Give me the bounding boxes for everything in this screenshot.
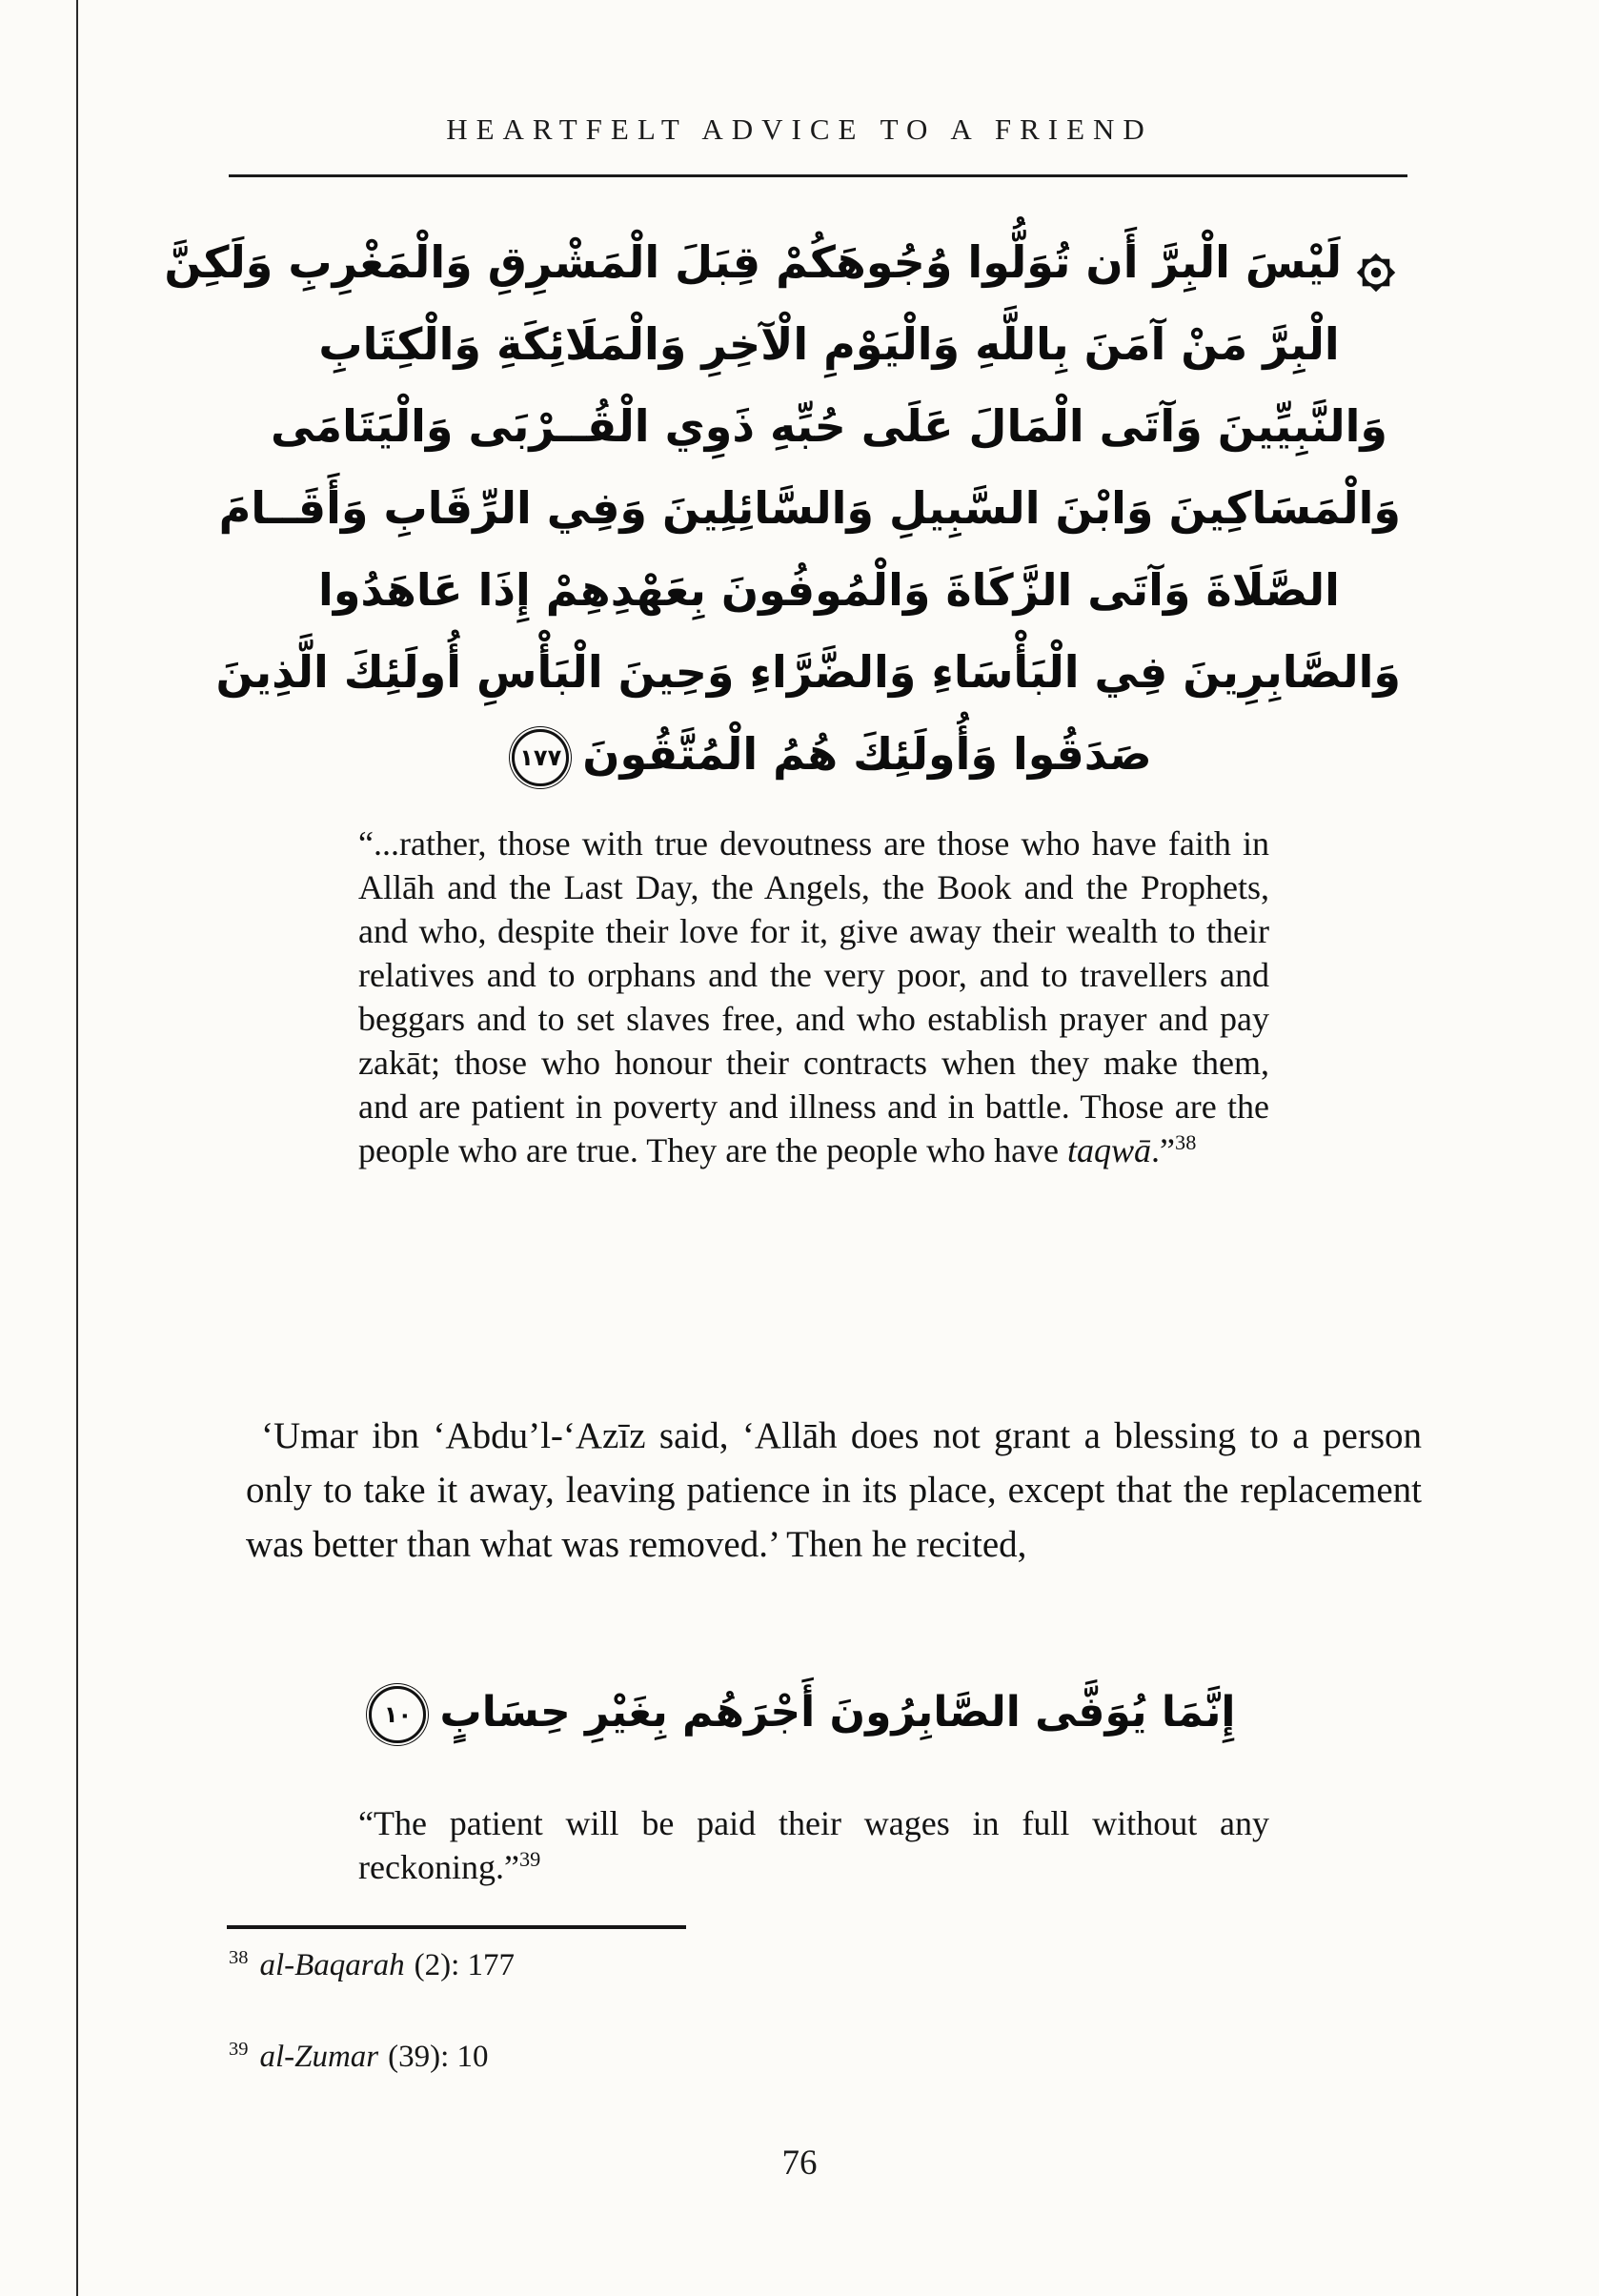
ayah-number-medallion: ١٧٧ [512, 729, 569, 786]
verse-line: وَالنَّبِيِّينَ وَآتَى الْمَالَ عَلَى حُبِّهِ ذَوِي الْقُــرْبَى وَالْيَتَامَى [271, 400, 1387, 452]
verse-line: صَدَقُوا وَأُولَئِكَ هُمُ الْمُتَّقُونَ١٧٧ [257, 713, 1401, 795]
footnote-source: al-Baqarah [259, 1948, 405, 1982]
ayah-number-medallion: ١٠ [369, 1686, 426, 1743]
verse-line: الْبِرَّ مَنْ آمَنَ بِاللَّهِ وَالْيَوْمِ الْآخِرِ وَالْمَلَائِكَةِ وَالْكِتَابِ [318, 318, 1340, 370]
running-header: HEARTFELT ADVICE TO A FRIEND [446, 112, 1153, 146]
footnote-number: 38 [229, 1947, 249, 1968]
translation-quote-baqarah [358, 822, 1269, 1172]
footnote-citation: (39): 10 [388, 2040, 489, 2074]
quote-text: “...rather, those with true devoutness are those who have faith in Allāh and the Last Day, the Angels, the Book and the Prophets, and who, despite their love for it, give away their wealth to their relatives and to orphans and the very poor, and to travellers and beggars and to set slaves free, and who establish prayer and pay zakāt; those who honour their contracts when they make them, and are patient in poverty and illness and in battle. Those are the people who are true. They are the people who have [358, 824, 1269, 1169]
footnote-39 [229, 2040, 489, 2075]
verse-line: إِنَّمَا يُوَفَّى الصَّابِرُونَ أَجْرَهُم بِغَيْرِ حِسَابٍ١٠ [0, 1660, 1599, 1765]
verse-line: وَالصَّابِرِينَ فِي الْبَأْسَاءِ وَالضَّرَّاءِ وَحِينَ الْبَأْسِ أُولَئِكَ الَّذِينَ [215, 646, 1401, 698]
quran-verse-39-10 [0, 1660, 1599, 1765]
quran-verse-2-177 [164, 221, 1401, 795]
footnote-citation: (2): 177 [414, 1948, 516, 1982]
footnote-rule [227, 1925, 686, 1929]
quote-text: “The patient will be paid their wages in full without any reckoning.” [358, 1804, 1269, 1886]
footnote-reference-39: 39 [518, 1847, 541, 1871]
verse-line: لَيْسَ الْبِرَّ أَن تُوَلُّوا وُجُوهَكُمْ قِبَلَ الْمَشْرِقِ وَالْمَغْرِبِ وَلَكِنَّ [257, 221, 1401, 303]
binding-scan-line [76, 0, 78, 2296]
footnote-source: al-Zumar [259, 2040, 379, 2074]
page-number: 76 [781, 2144, 818, 2183]
verse-line: الصَّلَاةَ وَآتَى الزَّكَاةَ وَالْمُوفُونَ بِعَهْدِهِمْ إِذَا عَاهَدُوا [318, 564, 1340, 616]
quote-italic-term: taqwā [1067, 1131, 1152, 1169]
header-rule [229, 174, 1407, 177]
body-paragraph: ‘Umar ibn ‘Abdu’l-‘Azīz said, ‘Allāh does not grant a blessing to a person only to take it away, leaving patience in its place, except that the replacement was better than what was removed.’ Then he recited, [246, 1415, 1422, 1565]
verse-line: وَالْمَسَاكِينَ وَابْنَ السَّبِيلِ وَالسَّائِلِينَ وَفِي الرِّقَابِ وَأَقَــامَ [218, 482, 1401, 534]
rub-el-hizb-icon [1351, 241, 1401, 291]
footnote-number: 39 [229, 2039, 249, 2060]
quote-text-end: .” [1151, 1131, 1176, 1169]
footnote-38 [229, 1948, 515, 1983]
translation-quote-zumar [358, 1801, 1269, 1889]
footnote-reference-38: 38 [1175, 1130, 1197, 1154]
